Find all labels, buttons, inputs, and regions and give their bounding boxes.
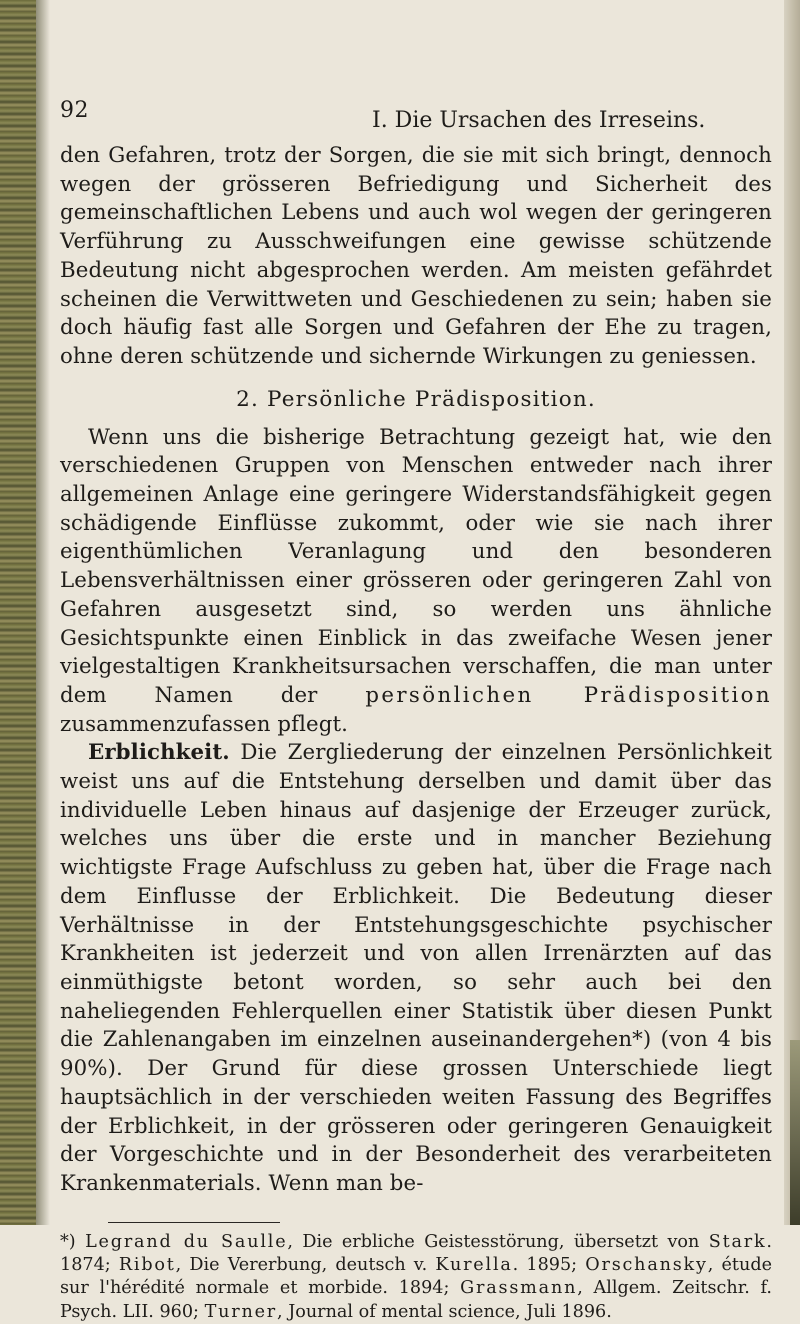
footnote-author: Turner [204,1301,278,1322]
page-corner-shadow [790,1040,800,1225]
footnote-citation: , Die erbliche Geistesstörung, übersetzt von [287,1231,709,1252]
footnote-citation: , Die Vererbung, deutsch v. [175,1254,436,1275]
footnote-author: Ribot [118,1254,176,1275]
page-number: 92 [60,98,89,123]
section-heading: 2. Persönliche Prädisposition. [236,386,596,412]
heredity-body: Die Zergliederung der einzelnen Persönlichkeit weist uns auf die Entstehung derselben und damit über das individuelle Leben hinaus auf dasjenige der Erzeuger zurück, welches uns über die erste und in mancher Beziehung wichtigste Frage Aufschluss zu geben hat, über die Frage nach dem Einflusse der Erblichkeit. Die Bedeutung dieser Verhältnisse in der Entstehungsgeschichte psychischer Krankheiten ist jederzeit und von allen Irrenärzten auf das einmüthigste betont worden, so sehr auch bei den naheliegenden Fehlerquellen einer Statistik über diesen Punkt die Zahlenangaben im einzelnen auseinandergehen*) (von 4 bis 90%). Der Grund für diese grossen Unterschiede liegt hauptsächlich in der verschieden weiten Fassung des Begriffes der Erblichkeit, in der grösseren oder geringeren Genauigkeit der Vorgeschichte und in der Besonderheit des verarbeiteten Krankenmaterials. Wenn man be- [60,740,772,1196]
footnote-citation: , Journal of mental science, Juli 1896. [277,1301,612,1322]
paragraph-predisposition-text: Wenn uns die bisherige Betrachtung gezeigt hat, wie den verschiedenen Gruppen von Menschen entweder nach ihrer allgemeinen Anlage eine geringere Widerstandsfähigkeit gegen schädigende Einflüsse zukommt, oder wie sie nach ihrer eigenthümlichen Veranlagung und den besonderen Lebensverhältnissen einer grösseren oder geringeren Zahl von Gefahren ausgesetzt sind, so werden uns ähnliche Gesichtspunkte einen Einblick in das zweifache Wesen jener vielgestaltigen Krankheitsursachen verschaffen, die man unter dem Namen der [60,424,772,708]
emphasized-term: persönlichen Prädisposition [365,682,772,708]
footnote-marker: *) [60,1231,76,1252]
paragraph-predisposition-end: zusammenzufassen pflegt. [60,711,349,737]
footnote-citation: . 1895; [512,1254,586,1275]
running-head: I. Die Ursachen des Irreseins. [372,108,706,133]
heredity-lead: Erblichkeit. [88,740,230,766]
book-page [60,98,772,1324]
paragraph-heredity [60,739,772,1198]
footnote-citation: , Allgem. Zeitschr. f. Psych. LII. 960; [60,1278,772,1322]
footnote-author: Grassmann [460,1278,578,1299]
footnote-author: Kurella [435,1254,513,1275]
book-binding-edge [0,0,36,1225]
binding-shadow [36,0,50,1225]
footnote [60,1231,772,1324]
footnote-citation: , étude sur l'hérédité normale et morbide. 1894; [60,1254,772,1299]
footnote-author: Orschansky [585,1254,708,1275]
footnote-author: Stark [708,1231,767,1252]
paragraph-predisposition [60,424,772,740]
paragraph-continuation: den Gefahren, trotz der Sorgen, die sie mit sich bringt, dennoch wegen der grösseren Befriedigung und Sicherheit des gemeinschaftlichen Lebens und auch wol wegen der geringeren Verführung zu Ausschweifungen eine gewisse schützende Bedeutung nicht abgesprochen werden. Am meisten gefährdet scheinen die Verwittweten und Geschiedenen zu sein; haben sie doch häufig fast alle Sorgen und Gefahren der Ehe zu tragen, ohne deren schützende und sichernde Wirkungen zu geniessen. [60,143,772,369]
page-header [60,98,772,142]
footnote-citation: . 1874; [60,1231,773,1275]
footnote-author: Legrand du Saulle [85,1231,288,1252]
footnote-rule [108,1222,280,1223]
